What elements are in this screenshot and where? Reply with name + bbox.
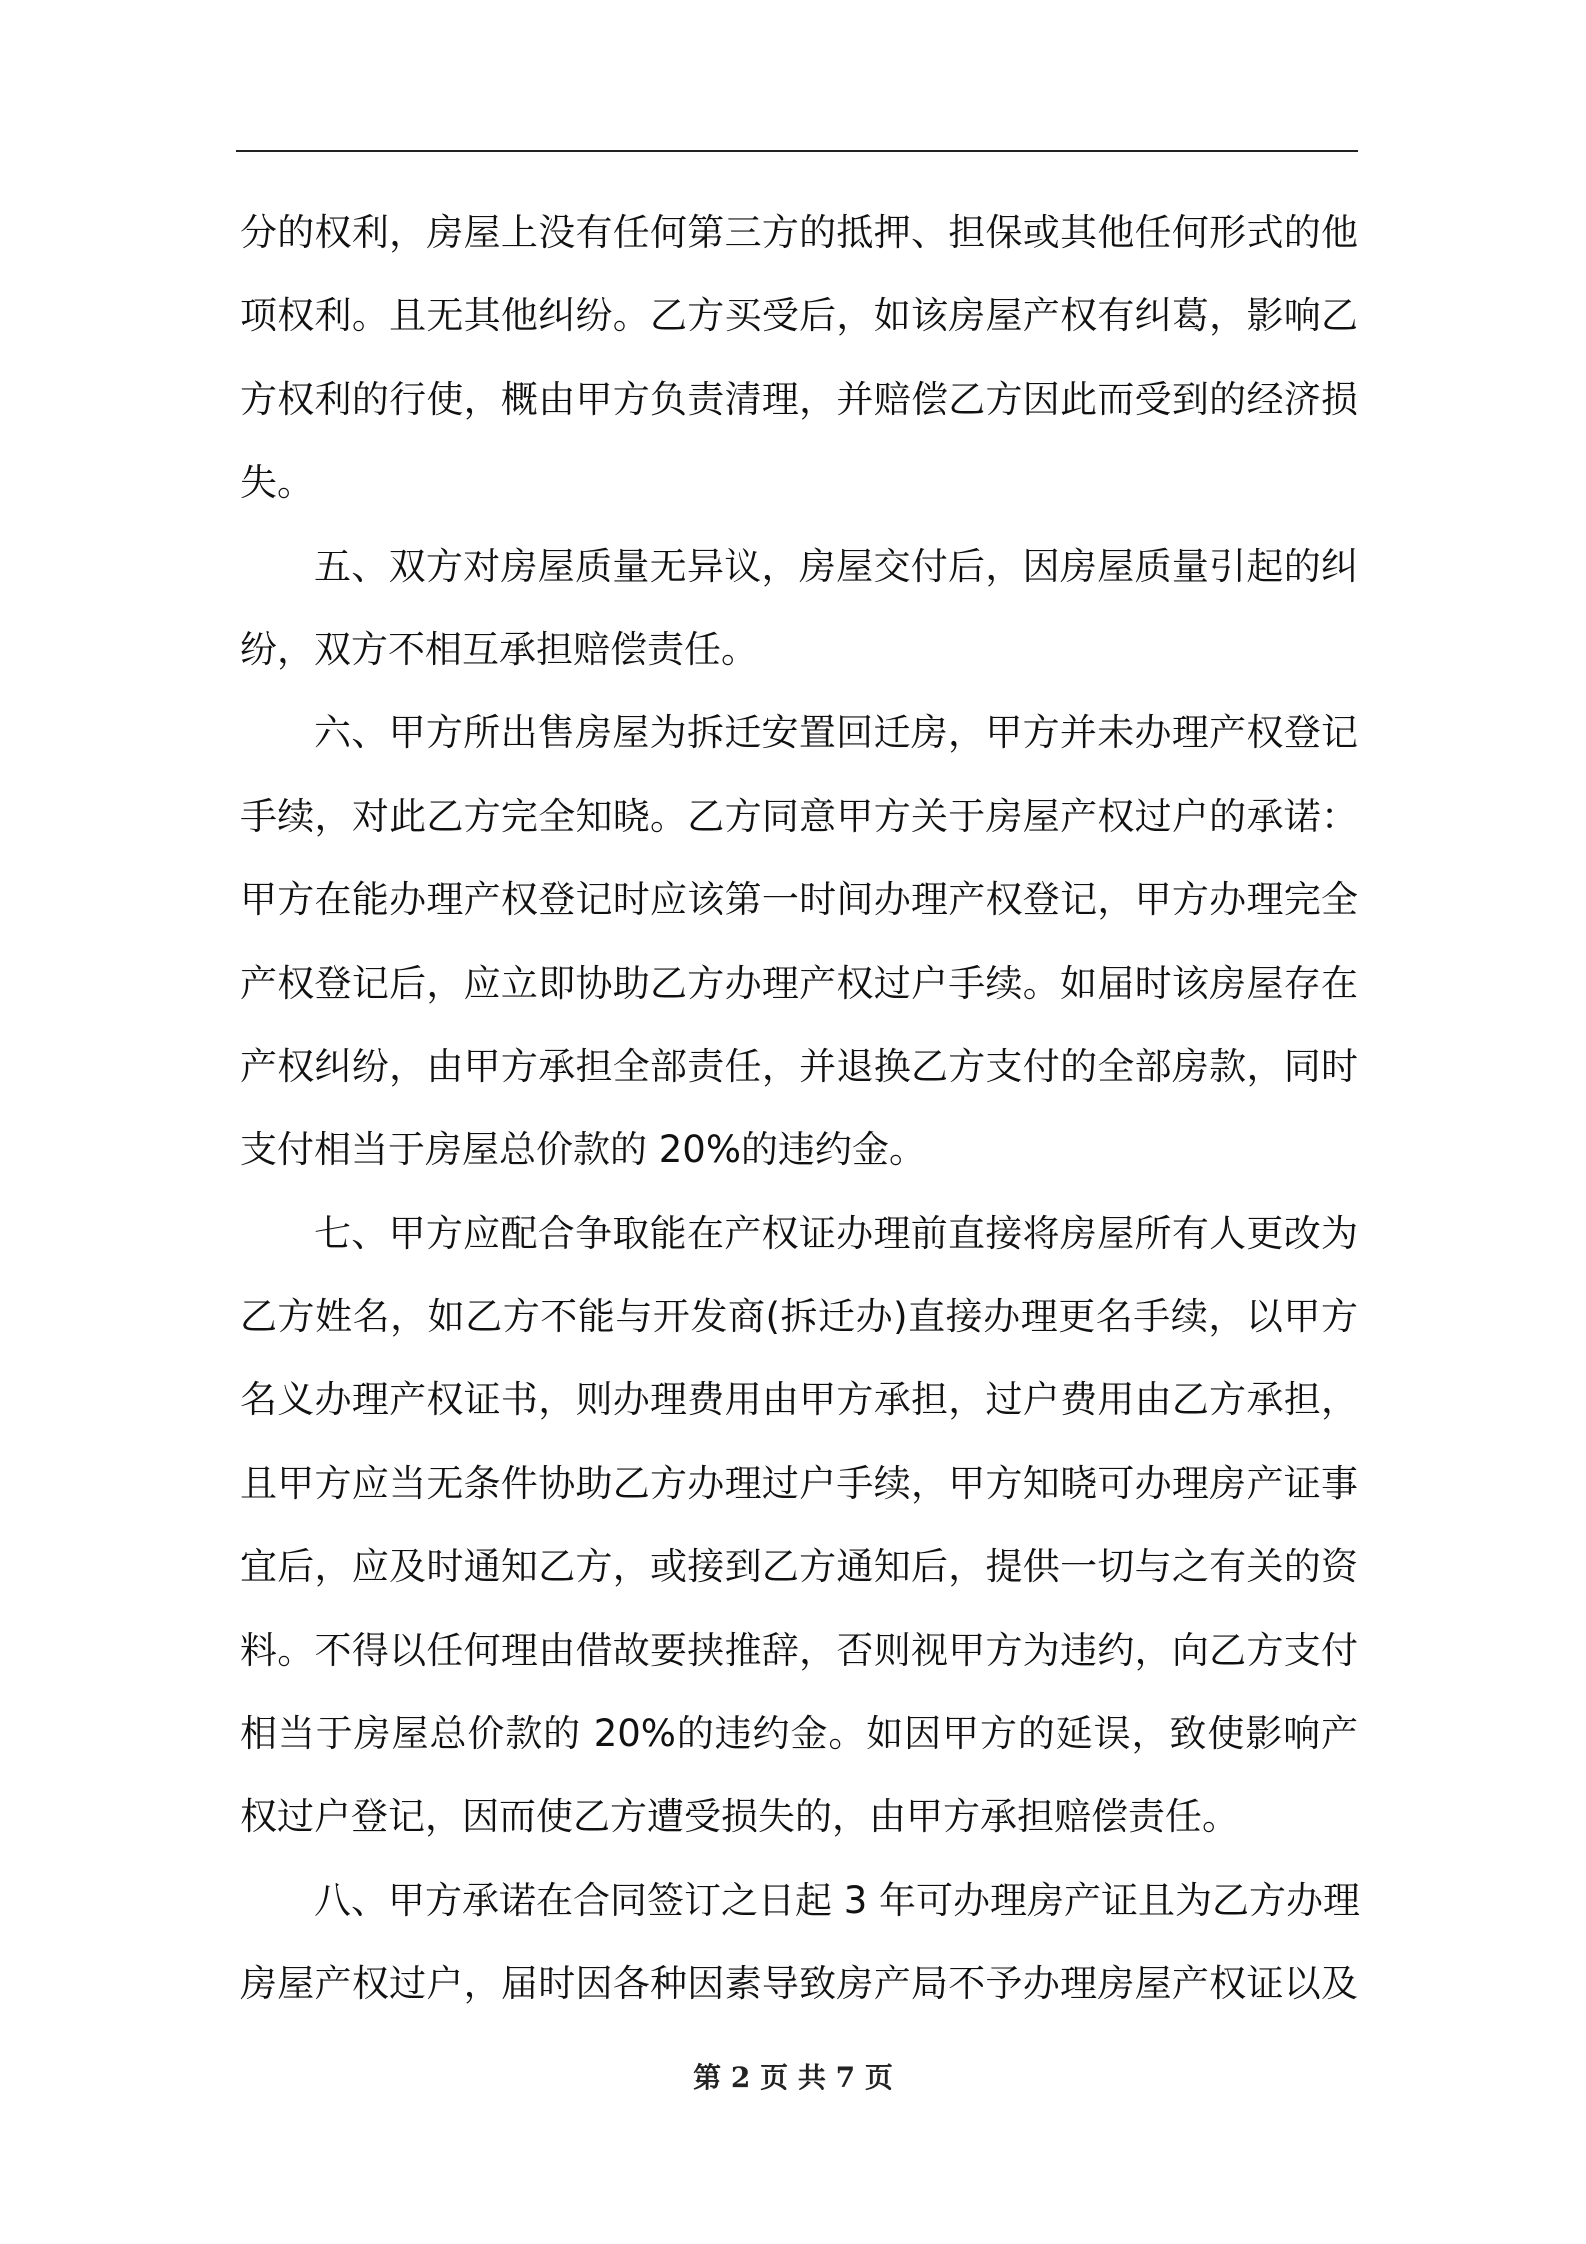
paragraph-line: 支付相当于房屋总价款的 20%的违约金。 bbox=[240, 1128, 926, 1172]
paragraph-line: 名义办理产权证书，则办理费用由甲方承担，过户费用由乙方承担， bbox=[240, 1378, 1358, 1422]
header-divider bbox=[236, 150, 1358, 152]
paragraph-line: 乙方姓名，如乙方不能与开发商(拆迁办)直接办理更名手续，以甲方 bbox=[240, 1295, 1358, 1339]
paragraph-line: 纷，双方不相互承担赔偿责任。 bbox=[240, 627, 758, 671]
paragraph-line: 产权登记后，应立即协助乙方办理产权过户手续。如届时该房屋存在 bbox=[240, 961, 1358, 1005]
paragraph-line: 七、甲方应配合争取能在产权证办理前直接将房屋所有人更改为 bbox=[314, 1211, 1358, 1255]
paragraph-line: 失。 bbox=[240, 461, 314, 505]
paragraph-line: 项权利。且无其他纠纷。乙方买受后，如该房屋产权有纠葛，影响乙 bbox=[240, 294, 1358, 338]
paragraph-line: 八、甲方承诺在合同签订之日起 3 年可办理房产证且为乙方办理 bbox=[314, 1878, 1361, 1922]
paragraph-line: 权过户登记，因而使乙方遭受损失的，由甲方承担赔偿责任。 bbox=[240, 1795, 1239, 1839]
paragraph-line: 宜后，应及时通知乙方，或接到乙方通知后，提供一切与之有关的资 bbox=[240, 1545, 1358, 1589]
page-number-footer: 第 2 页 共 7 页 bbox=[693, 2061, 893, 2094]
paragraph-line: 且甲方应当无条件协助乙方办理过户手续，甲方知晓可办理房产证事 bbox=[240, 1461, 1358, 1505]
paragraph-line: 五、双方对房屋质量无异议，房屋交付后，因房屋质量引起的纠 bbox=[314, 544, 1358, 588]
paragraph-line: 手续，对此乙方完全知晓。乙方同意甲方关于房屋产权过户的承诺： bbox=[240, 794, 1358, 838]
paragraph-line: 甲方在能办理产权登记时应该第一时间办理产权登记，甲方办理完全 bbox=[240, 878, 1358, 922]
paragraph-line: 料。不得以任何理由借故要挟推辞，否则视甲方为违约，向乙方支付 bbox=[240, 1628, 1358, 1672]
paragraph-line: 方权利的行使，概由甲方负责清理，并赔偿乙方因此而受到的经济损 bbox=[240, 377, 1358, 421]
paragraph-line: 产权纠纷，由甲方承担全部责任，并退换乙方支付的全部房款，同时 bbox=[240, 1044, 1358, 1088]
document-body bbox=[240, 191, 1361, 2026]
paragraph-line: 分的权利，房屋上没有任何第三方的抵押、担保或其他任何形式的他 bbox=[240, 211, 1358, 254]
paragraph-line: 六、甲方所出售房屋为拆迁安置回迁房，甲方并未办理产权登记 bbox=[314, 711, 1358, 755]
paragraph-line: 房屋产权过户，届时因各种因素导致房产局不予办理房屋产权证以及 bbox=[240, 1962, 1358, 2006]
paragraph-line: 相当于房屋总价款的 20%的违约金。如因甲方的延误，致使影响产 bbox=[240, 1712, 1358, 1756]
